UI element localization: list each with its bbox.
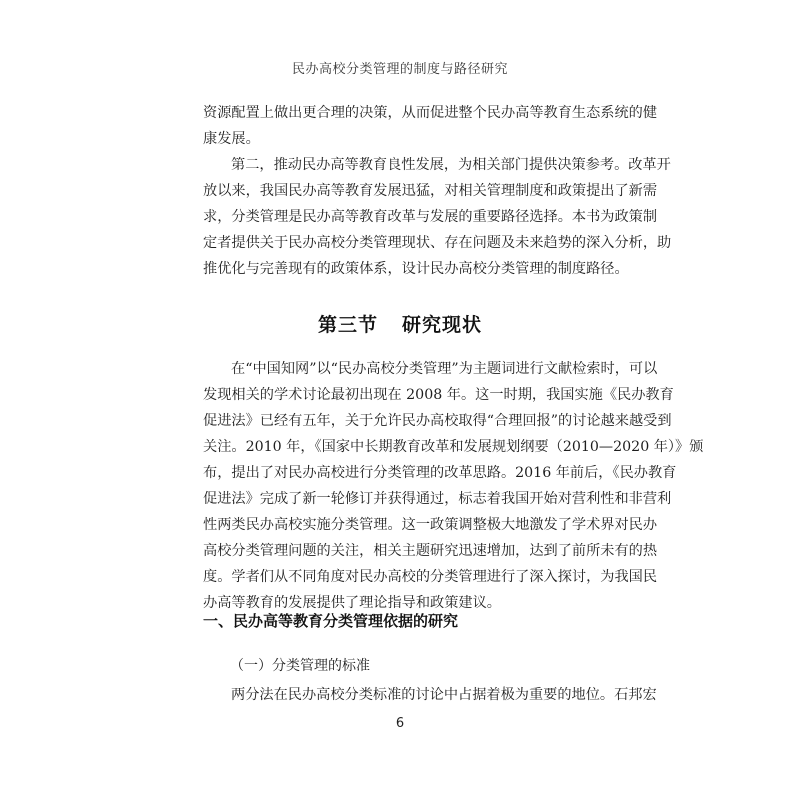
- text-line: 关注。2010 年，《国家中长期教育改革和发展规划纲要（2010—2020 年）》颁: [203, 439, 704, 455]
- text-line: 康发展。: [203, 131, 260, 147]
- text-line: 资源配置上做出更合理的决策，从而促进整个民办高等教育生态系统的健: [203, 105, 658, 121]
- text-line: 办高等教育的发展提供了理论指导和政策建议。: [203, 595, 501, 611]
- text-line: 定者提供关于民办高校分类管理现状、存在问题及未来趋势的深入分析，助: [203, 235, 672, 251]
- paragraph-classification-standard: [203, 682, 657, 708]
- text-line: 布，提出了对民办高校进行分类管理的改革思路。2016 年前后，《民办教育: [203, 465, 677, 481]
- text-line: 推优化与完善现有的政策体系，设计民办高校分类管理的制度路径。: [203, 261, 629, 277]
- text-line: 放以来，我国民办高等教育发展迅猛，对相关管理制度和政策提出了新需: [203, 183, 658, 199]
- section-heading: [0, 310, 800, 337]
- section-title: 研究现状: [402, 314, 483, 336]
- page-number: 6: [395, 716, 405, 731]
- section-number: 第三节: [317, 314, 378, 336]
- text-line: 在“中国知网”以“民办高校分类管理”为主题词进行文献检索时，可以: [231, 361, 658, 377]
- text-line: 求，分类管理是民办高等教育改革与发展的重要路径选择。本书为政策制: [203, 209, 658, 225]
- text-line: 促进法》已经有五年，关于允许民办高校取得“合理回报”的讨论越来越受到: [203, 413, 672, 429]
- sub-subsection-heading: （一）分类管理的标准: [230, 658, 370, 674]
- text-line: 两分法在民办高校分类标准的讨论中占据着极为重要的地位。石邦宏: [231, 687, 657, 703]
- paragraph-second-point: [203, 152, 672, 282]
- text-line: 性两类民办高校实施分类管理。这一政策调整极大地激发了学术界对民办: [203, 517, 658, 533]
- text-line: 第二，推动民办高等教育良性发展，为相关部门提供决策参考。改革开: [231, 157, 671, 173]
- subsection-heading: 一、民办高等教育分类管理依据的研究: [203, 612, 459, 630]
- paragraph-continued: [203, 100, 658, 152]
- text-line: 促进法》完成了新一轮修订并获得通过，标志着我国开始对营利性和非营利: [203, 491, 672, 507]
- running-header: 民办高校分类管理的制度与路径研究: [291, 62, 508, 77]
- text-line: 高校分类管理问题的关注，相关主题研究迅速增加，达到了前所未有的热: [203, 543, 658, 559]
- text-line: 发现相关的学术讨论最初出现在 2008 年。这一时期，我国实施《民办教育: [203, 387, 674, 403]
- paragraph-research-status: [203, 356, 704, 616]
- text-line: 度。学者们从不同角度对民办高校的分类管理进行了深入探讨，为我国民: [203, 569, 658, 585]
